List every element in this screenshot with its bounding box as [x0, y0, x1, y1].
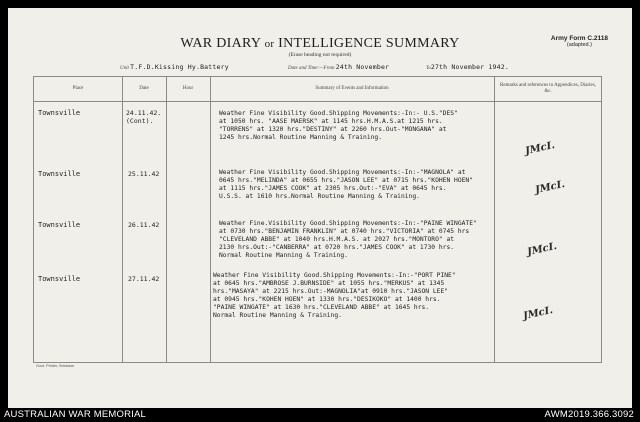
- date-to-field: [426, 63, 509, 71]
- entry-date: [128, 170, 159, 178]
- officer-initials-signature: JMcI.: [522, 304, 554, 323]
- diary-page: [8, 8, 632, 408]
- column-divider: [210, 77, 211, 362]
- entry-summary: Weather Fine.Visibility Good.Shipping Movements:-In:-"PAINE WINGATE" at 0730 hrs."BENJAMIN FRANKLIN" at 0740 hrs."VICTORIA" at 0745 hrs "CLEVELAND ABBE" at 1040 hrs.H.M.A.S. at 2027 hrs."MONTORO" at 2130 hrs.Out:-"CANBERRA" at 0720 hrs."JAMES COOK" at 1730 hrs. Normal Routine Manning & Training.: [219, 220, 477, 259]
- entry-date-line: 27.11.42: [128, 275, 160, 283]
- unit-value: T.F.D.Kissing Hy.Battery: [130, 63, 229, 71]
- entry-summary: Weather Fine Visibility Good.Shipping Movements:-In:-"PORT PINE" at 0645 hrs."AMBROSE J.BURNSIDE" at 1055 hrs."MERKUS" at 1345 hrs."MASAYA" at 2215 hrs.Out:-MAGNOLIA"at 0910 hrs."JASON LEE" at 0945 hrs."KOHEN HOEN" at 1330 hrs."DESIKOKO" at 1400 hrs. "PAINE WINGATE" at 1630 hrs."CLEVELAND ABBE" at 1645 hrs. Normal Routine Manning & Training.: [213, 272, 456, 319]
- column-divider: [166, 77, 167, 362]
- column-header-summary: Summary of Events and Information: [315, 86, 389, 91]
- title-or: or: [264, 38, 275, 50]
- entry-date-line: 25.11.42: [128, 170, 160, 178]
- date-from-value: 24th November: [335, 63, 390, 71]
- printer-imprint: Govt. Printer, Brisbane: [36, 364, 75, 368]
- date-range-field: [288, 63, 389, 71]
- officer-initials-signature: JMcI.: [526, 240, 558, 259]
- officer-initials-signature: JMcI.: [524, 139, 556, 158]
- erase-heading-note: (Erase heading not required): [288, 52, 352, 58]
- form-number-text: Army Form C.2118: [550, 35, 608, 42]
- entry-place: Townsville: [38, 109, 81, 117]
- entry-date: [126, 109, 161, 125]
- date-to-label: To: [426, 66, 431, 71]
- column-header-remarks: Remarks and references to Appendices, Diaries, &c.: [500, 83, 596, 94]
- unit-field: [120, 63, 229, 71]
- entry-place: Townsville: [38, 170, 81, 178]
- date-to-value: 27th November 1942.: [430, 63, 509, 71]
- title-war-diary: WAR DIARY: [180, 36, 261, 51]
- column-divider: [122, 77, 123, 362]
- entry-date-line: 26.11.42: [128, 221, 160, 229]
- entry-date: [128, 275, 159, 283]
- entry-summary: Weather Fine Visibility Good.Shipping Movements:-In:-"MAGNOLA" at 0645 hrs."MELINDA" at 0655 hrs."JASON LEE" at 0715 hrs."KOHEN HOEN" at 1115 hrs."JAMES COOK" at 2305 hrs.Out:-"EVA" at 0645 hrs. U.S.S. at 1610 hrs.Normal Routine Manning & Training.: [219, 169, 474, 200]
- entry-date-line: (Cont).: [126, 117, 154, 125]
- army-form-number: [551, 35, 608, 48]
- entry-place: Townsville: [38, 275, 81, 283]
- form-adapted-note: (adapted.): [566, 42, 592, 48]
- title-intelligence-summary: INTELLIGENCE SUMMARY: [278, 36, 460, 51]
- unit-label: Unit: [120, 66, 129, 71]
- form-title: [8, 36, 632, 52]
- entry-date: [128, 221, 159, 229]
- column-header-date: Date: [139, 86, 149, 91]
- column-header-hour: Hour: [182, 86, 194, 91]
- date-from-label: Date and Time:—From: [288, 66, 335, 71]
- entry-summary: Weather Fine Visibility Good.Shipping Movements:-In:- U.S."DES" at 1050 hrs. "AASE MAERSK" at 1145 hrs.H.M.A.S.at 1215 hrs. "TORRENS" at 1320 hrs."DESTINY" at 2260 hrs.Out-"MONGANA" at 1245 hrs.Normal Routine Manning & Training.: [219, 110, 458, 141]
- entry-date-line: 24.11.42.: [126, 109, 162, 117]
- entry-place: Townsville: [38, 221, 81, 229]
- archive-credit: AUSTRALIAN WAR MEMORIAL: [4, 409, 147, 420]
- column-header-place: Place: [72, 86, 84, 91]
- accession-number: AWM2019.366.3092: [544, 409, 634, 420]
- officer-initials-signature: JMcI.: [534, 178, 566, 197]
- header-divider: [34, 101, 601, 102]
